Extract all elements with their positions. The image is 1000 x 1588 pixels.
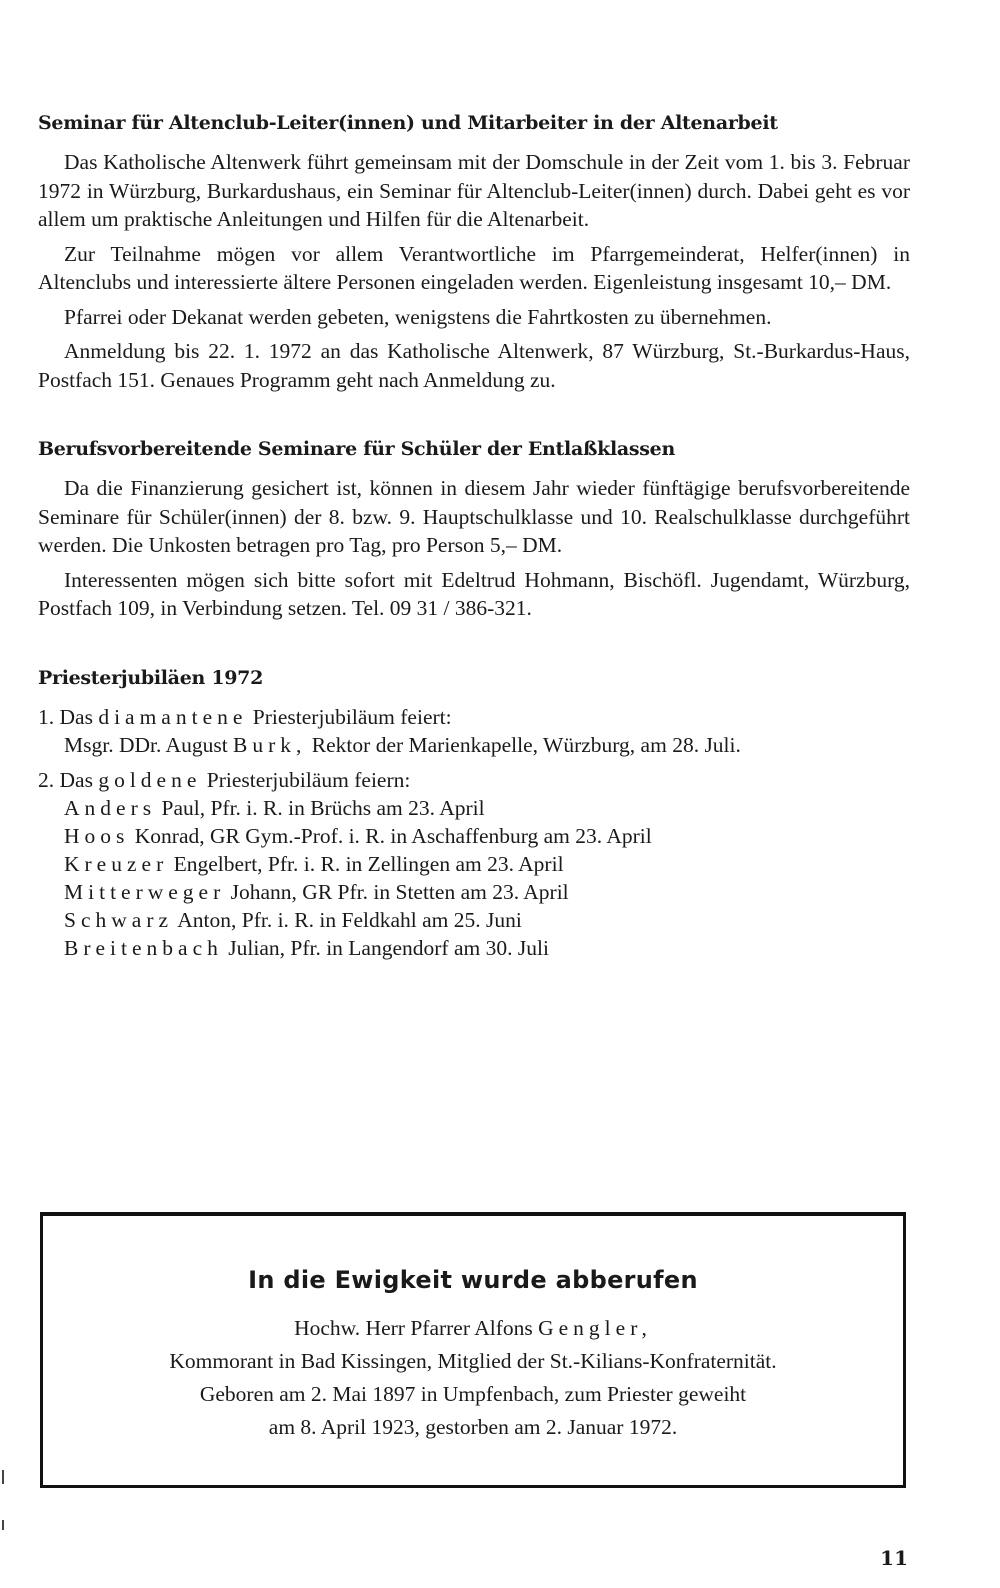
paragraph: Pfarrei oder Dekanat werden gebeten, wenigstens die Fahrtkosten zu übernehmen. (64, 304, 772, 329)
jubilar-details: Anton, Pfr. i. R. in Feldkahl am 25. Juni (177, 908, 522, 932)
emphasized-word: diamantene (98, 704, 248, 729)
jubilar-name: Schwarz (64, 908, 174, 932)
page-number: 11 (880, 1546, 908, 1570)
jubilar-name: Kreuzer (64, 852, 169, 876)
list-item (64, 822, 910, 850)
obituary-box (40, 1212, 906, 1488)
jubilee-diamond-intro (38, 703, 910, 732)
list-prefix: 2. Das (38, 767, 93, 792)
obituary-line (43, 1312, 903, 1345)
obituary-line: Geboren am 2. Mai 1897 in Umpfenbach, zum Priester geweiht (199, 1382, 747, 1406)
jubilee-gold-list (38, 794, 910, 962)
list-item (64, 906, 910, 934)
section-priesterjubilaeen (38, 665, 910, 963)
obituary-line: am 8. April 1923, gestorben am 2. Januar 1972. (268, 1415, 678, 1439)
jubilar-name: Burk, (233, 733, 307, 757)
jubilar-details: Julian, Pfr. in Langendorf am 30. Juli (228, 936, 549, 960)
list-item (64, 850, 910, 878)
obituary-line: Kommorant in Bad Kissingen, Mitglied der St.-Kilians-Konfraternität. (169, 1349, 777, 1373)
jubilar-details: Engelbert, Pfr. i. R. in Zellingen am 23. April (173, 852, 564, 876)
list-item (64, 934, 910, 962)
jubilar-name: Breitenbach (64, 936, 223, 960)
section-heading: Berufsvorbereitende Seminare für Schüler der Entlaßklassen (38, 438, 675, 460)
list-item (64, 794, 910, 822)
section-heading: Seminar für Altenclub-Leiter(innen) und Mitarbeiter in der Altenarbeit (38, 112, 778, 134)
paragraph: Das Katholische Altenwerk führt gemeinsam mit der Domschule in der Zeit vom 1. bis 3. Februar 1972 in Würzburg, Burkardushaus, ein Seminar für Altenclub-Leiter(innen) durch. Dabei geht es vor allem um praktische Anleitungen und Hilfen für die Altenarbeit. (38, 150, 910, 231)
obituary-name-pre: Hochw. Herr Pfarrer Alfons (294, 1316, 533, 1340)
list-item (64, 878, 910, 906)
jubilee-gold-intro (38, 766, 910, 795)
scan-edge-mark (2, 1470, 4, 1484)
emphasized-word: goldene (98, 767, 202, 792)
section-heading: Priesterjubiläen 1972 (38, 666, 263, 689)
jubilar-name: Anders (64, 796, 157, 820)
jubilar-details: Paul, Pfr. i. R. in Brüchs am 23. April (161, 796, 485, 820)
paragraph: Da die Finanzierung gesichert ist, können in diesem Jahr wieder fünftägige berufsvorbereitende Seminare für Schüler(innen) der 8. bzw. 9. Hauptschulklasse und 10. Realschulklasse durchgeführt werden. Die Unkosten betragen pro Tag, pro Person 5,– DM. (38, 476, 910, 557)
jubilar-details: Johann, GR Pfr. in Stetten am 23. April (230, 880, 569, 904)
list-prefix: 1. Das (38, 704, 93, 729)
paragraph: Anmeldung bis 22. 1. 1972 an das Katholische Altenwerk, 87 Würzburg, St.-Burkardus-Haus, Postfach 151. Genaues Programm geht nach Anmeldung zu. (38, 339, 910, 392)
jubilar-name: Hoos (64, 824, 130, 848)
jubilar-details: Konrad, GR Gym.-Prof. i. R. in Aschaffenburg am 23. April (134, 824, 652, 848)
paragraph: Interessenten mögen sich bitte sofort mit Edeltrud Hohmann, Bischöfl. Jugendamt, Würzburg, Postfach 109, in Verbindung setzen. Tel. 09 31 / 386-321. (38, 567, 910, 620)
list-suffix: Priesterjubiläum feiern: (206, 767, 411, 792)
detail-post: Rektor der Marienkapelle, Würzburg, am 28. Juli. (311, 733, 741, 757)
page-content (38, 110, 910, 1004)
obituary-title: In die Ewigkeit wurde abberufen (248, 1266, 698, 1294)
obituary-surname: Gengler, (538, 1316, 652, 1340)
section-berufsvorbereitung (38, 436, 910, 623)
list-suffix: Priesterjubiläum feiert: (252, 704, 452, 729)
scan-edge-mark (2, 1520, 4, 1530)
jubilee-diamond-detail (38, 731, 910, 760)
jubilar-name: Mitterweger (64, 880, 226, 904)
section-altenclub-seminar (38, 110, 910, 394)
detail-pre: Msgr. DDr. August (64, 733, 228, 757)
paragraph: Zur Teilnahme mögen vor allem Verantwortliche im Pfarrgemeinderat, Helfer(innen) in Altenclubs und interessierte ältere Personen eingeladen werden. Eigenleistung insgesamt 10,– DM. (38, 241, 910, 294)
